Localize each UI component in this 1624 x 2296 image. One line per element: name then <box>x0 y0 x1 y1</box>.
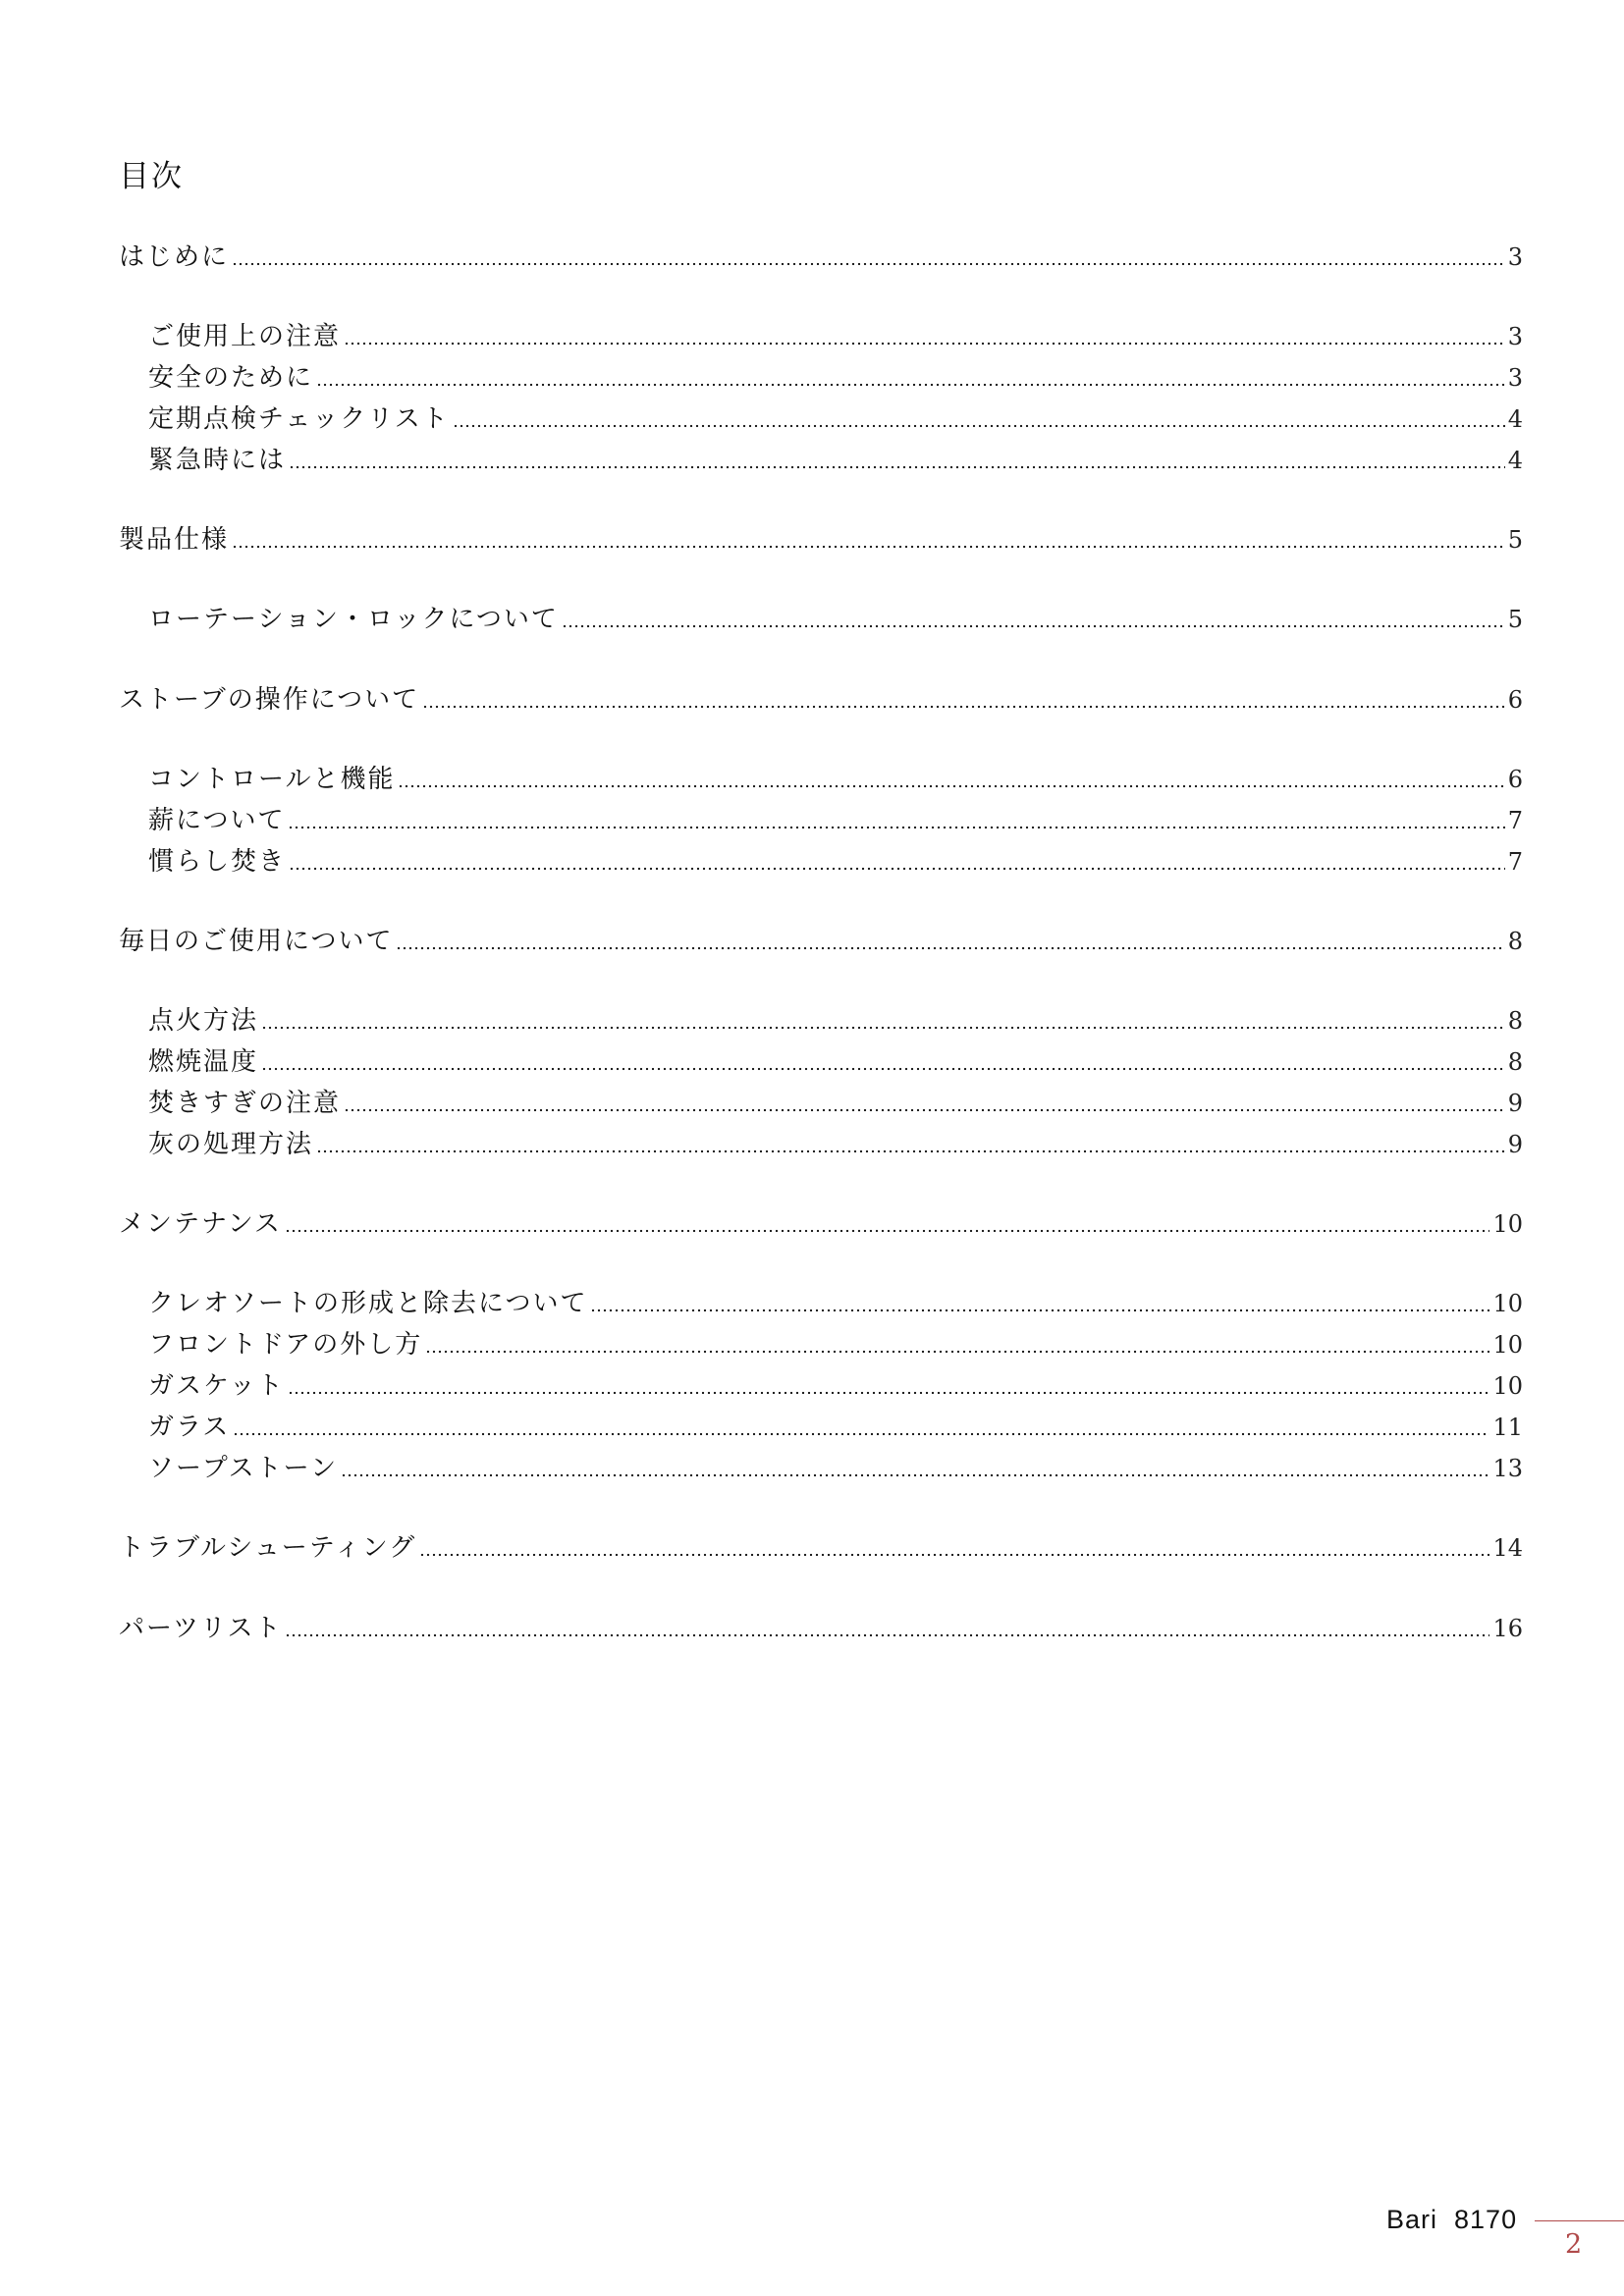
toc-entry-label: 灰の処理方法 <box>148 1130 314 1159</box>
toc-entry-label: 燃焼温度 <box>148 1047 259 1077</box>
toc-entry-page: 6 <box>1507 766 1523 793</box>
toc-entry-subsection[interactable] <box>148 1127 1523 1162</box>
toc-entry-page: 13 <box>1492 1455 1523 1482</box>
toc-entry-label: ソープストーン <box>148 1454 339 1483</box>
toc-dot-leader <box>562 624 1505 628</box>
toc-entry-page: 11 <box>1492 1414 1523 1441</box>
toc-entry-page: 8 <box>1507 1048 1523 1076</box>
toc-entry-label: コントロールと機能 <box>148 765 396 794</box>
toc-dot-leader <box>288 826 1504 829</box>
toc-entry-label: ご使用上の注意 <box>148 322 342 351</box>
toc-entry-label: トラブルシューティング <box>119 1533 417 1563</box>
toc-entry-label: 慣らし焚き <box>148 847 287 877</box>
toc-entry-page: 4 <box>1507 447 1523 474</box>
toc-entry-label: ローテーション・ロックについて <box>148 605 559 634</box>
toc-entry-label: ガラス <box>148 1413 231 1442</box>
toc-dot-leader <box>289 867 1505 871</box>
toc-entry-section[interactable] <box>119 1206 1523 1242</box>
toc-dot-leader <box>453 424 1505 428</box>
toc-entry-page: 14 <box>1492 1534 1523 1562</box>
toc-entry-label: ガスケット <box>148 1371 285 1401</box>
toc-entry-label: 緊急時には <box>148 446 287 475</box>
toc-entry-subsection[interactable] <box>148 844 1523 880</box>
toc-entry-label: ストーブの操作について <box>119 685 420 715</box>
toc-entry-label: 製品仕様 <box>119 525 230 555</box>
toc-dot-leader <box>341 1473 1489 1477</box>
toc-entry-page: 7 <box>1507 848 1523 876</box>
footer-page-number: 2 <box>1565 2229 1583 2260</box>
toc-dot-leader <box>344 1108 1505 1112</box>
toc-entry-page: 3 <box>1507 323 1523 350</box>
toc-dot-leader <box>232 545 1505 549</box>
toc-dot-leader <box>590 1308 1489 1312</box>
toc-entry-page: 5 <box>1507 606 1523 633</box>
toc-dot-leader <box>316 1149 1505 1153</box>
toc-entry-page: 3 <box>1507 364 1523 392</box>
toc-entry-page: 10 <box>1492 1290 1523 1317</box>
toc-dot-leader <box>285 1633 1489 1637</box>
toc-dot-leader <box>285 1229 1490 1233</box>
toc-dot-leader <box>261 1026 1505 1030</box>
toc-entry-section[interactable] <box>119 240 1523 275</box>
toc-entry-label: 焚きすぎの注意 <box>148 1089 342 1118</box>
footer-brand: Bari 8170 <box>1386 2205 1518 2234</box>
toc-dot-leader <box>398 784 1504 788</box>
toc-entry-label: メンテナンス <box>119 1209 282 1239</box>
toc-entry-page: 4 <box>1507 405 1523 433</box>
toc-entry-subsection[interactable] <box>148 1451 1523 1486</box>
toc-dot-leader <box>316 383 1505 387</box>
toc-entry-subsection[interactable] <box>148 1286 1523 1321</box>
toc-entry-subsection[interactable] <box>148 602 1523 637</box>
toc-entry-subsection[interactable] <box>148 360 1523 396</box>
toc-entry-subsection[interactable] <box>148 401 1523 437</box>
toc-entry-label: はじめに <box>119 242 230 272</box>
toc-entry-label: 毎日のご使用について <box>119 927 394 956</box>
toc-entry-section[interactable] <box>119 1530 1523 1566</box>
toc-entry-page: 16 <box>1492 1615 1523 1642</box>
toc-entry-label: クレオソートの形成と除去について <box>148 1289 588 1318</box>
toc-entry-subsection[interactable] <box>148 762 1523 797</box>
toc-dot-leader <box>396 946 1504 950</box>
toc-entry-subsection[interactable] <box>148 443 1523 478</box>
toc-entry-label: 定期点検チェックリスト <box>148 404 450 434</box>
toc-entry-page: 10 <box>1492 1210 1523 1238</box>
toc-dot-leader <box>422 705 1505 709</box>
toc-entry-subsection[interactable] <box>148 1086 1523 1121</box>
toc-entry-label: 薪について <box>148 806 286 835</box>
toc-entry-page: 7 <box>1507 807 1523 834</box>
toc-entry-label: パーツリスト <box>119 1614 283 1643</box>
toc-entry-page: 10 <box>1492 1372 1523 1400</box>
toc-entry-subsection[interactable] <box>148 1044 1523 1080</box>
toc-entry-subsection[interactable] <box>148 803 1523 838</box>
toc-dot-leader <box>232 262 1505 266</box>
toc-dot-leader <box>289 465 1505 469</box>
toc-entry-subsection[interactable] <box>148 1003 1523 1039</box>
toc-dot-leader <box>419 1553 1489 1557</box>
toc-entry-subsection[interactable] <box>148 1410 1523 1445</box>
toc-dot-leader <box>344 342 1505 346</box>
toc-entry-section[interactable] <box>119 924 1523 959</box>
toc-entry-page: 8 <box>1507 928 1523 955</box>
toc-entry-page: 9 <box>1507 1131 1523 1158</box>
toc-entry-page: 8 <box>1507 1007 1523 1035</box>
toc-entry-page: 9 <box>1507 1090 1523 1117</box>
toc-dot-leader <box>425 1350 1489 1354</box>
toc-entry-page: 10 <box>1492 1331 1523 1359</box>
toc-entry-subsection[interactable] <box>148 319 1523 354</box>
toc-dot-leader <box>261 1067 1505 1071</box>
toc-entry-section[interactable] <box>119 682 1523 718</box>
toc-entry-label: 安全のために <box>148 363 314 393</box>
toc-dot-leader <box>233 1432 1489 1436</box>
toc-entry-label: フロントドアの外し方 <box>148 1330 423 1360</box>
toc-entry-page: 3 <box>1507 243 1523 271</box>
toc-entry-page: 5 <box>1507 526 1523 554</box>
footer-rule <box>1535 2220 1624 2221</box>
toc-dot-leader <box>288 1391 1490 1395</box>
toc-entry-page: 6 <box>1507 686 1523 714</box>
toc-entry-label: 点火方法 <box>148 1006 259 1036</box>
toc-entry-subsection[interactable] <box>148 1368 1523 1404</box>
toc-entry-subsection[interactable] <box>148 1327 1523 1362</box>
toc-entry-section[interactable] <box>119 522 1523 558</box>
toc-entry-section[interactable] <box>119 1611 1523 1646</box>
toc-title: 目次 <box>119 159 184 194</box>
